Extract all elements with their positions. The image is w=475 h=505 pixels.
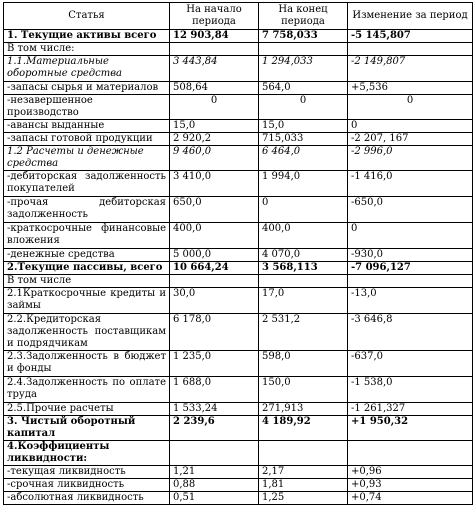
value-change [348,441,473,466]
value-period-end: 564,0 [259,82,348,95]
header-period-start: На начало периода [170,3,259,30]
table-row [4,262,473,275]
value-period-end: 0 [259,197,348,223]
value-period-start: 0,51 [170,492,259,505]
row-label: -дебиторская задолженность покупателей [4,171,170,197]
value-period-start: 12 903,84 [170,30,259,43]
value-change: -3 646,8 [348,314,473,351]
value-change: +1 950,32 [348,416,473,441]
row-label: В том числе [4,275,170,288]
table-row [4,56,473,82]
row-label: 1.2 Расчеты и денежные средства [4,146,170,171]
table-body [4,30,473,505]
value-period-start [170,275,259,288]
header-period-end: На конец периода [259,3,348,30]
table-row [4,197,473,223]
table-row [4,351,473,377]
value-period-end: 2,17 [259,466,348,479]
value-change: -650,0 [348,197,473,223]
value-change: +0,93 [348,479,473,492]
value-period-start: 3 410,0 [170,171,259,197]
row-label: -краткосрочные финансовые вложения [4,223,170,249]
table-row [4,492,473,505]
value-period-end: 4 070,0 [259,249,348,262]
value-change: +0,96 [348,466,473,479]
row-label: 1.1.Материальные оборотные средства [4,56,170,82]
value-change: +0,74 [348,492,473,505]
value-period-start: 2 920,2 [170,133,259,146]
value-period-start: 508,64 [170,82,259,95]
value-period-end: 598,0 [259,351,348,377]
header-period-change: Изменение за период [348,3,473,30]
value-change: -2 996,0 [348,146,473,171]
value-change: 0 [348,95,473,120]
table-row [4,403,473,416]
value-change: -5 145,807 [348,30,473,43]
value-period-end: 715,033 [259,133,348,146]
table-row [4,82,473,95]
row-label: 2.4.Задолженность по оплате труда [4,377,170,403]
value-change: -2 149,807 [348,56,473,82]
value-period-end: 6 464,0 [259,146,348,171]
table-row [4,288,473,314]
row-label: -денежные средства [4,249,170,262]
table-row [4,441,473,466]
value-change: 0 [348,223,473,249]
value-period-start: 5 000,0 [170,249,259,262]
value-period-start: 30,0 [170,288,259,314]
row-label: -текущая ликвидность [4,466,170,479]
working-capital-table [3,2,473,505]
row-label: В том числе: [4,43,170,56]
row-label: -абсолютная ликвидность [4,492,170,505]
value-period-end: 7 758,033 [259,30,348,43]
row-label: -авансы выданные [4,120,170,133]
row-label: 2.1Краткосрочные кредиты и займы [4,288,170,314]
value-period-end [259,275,348,288]
value-period-start: 15,0 [170,120,259,133]
table-row [4,377,473,403]
value-change: -7 096,127 [348,262,473,275]
table-row [4,133,473,146]
value-change [348,43,473,56]
header-row [4,3,473,30]
value-period-start [170,441,259,466]
table-row [4,95,473,120]
table-row [4,146,473,171]
table-row [4,223,473,249]
table-row [4,120,473,133]
value-period-start: 2 239,6 [170,416,259,441]
table-row [4,43,473,56]
value-period-start: 0 [170,95,259,120]
value-period-start: 1 533,24 [170,403,259,416]
row-label: -запасы готовой продукции [4,133,170,146]
table-row [4,479,473,492]
value-period-end: 15,0 [259,120,348,133]
row-label: -незавершенное производство [4,95,170,120]
value-period-end: 0 [259,95,348,120]
table-row [4,30,473,43]
row-label: -срочная ликвидность [4,479,170,492]
row-label: 1. Текущие активы всего [4,30,170,43]
value-change: -2 207, 167 [348,133,473,146]
value-change: -1 538,0 [348,377,473,403]
value-period-start: 1 688,0 [170,377,259,403]
header-item: Статья [4,3,170,30]
row-label: 4.Коэффициенты ликвидности: [4,441,170,466]
value-change: -930,0 [348,249,473,262]
row-label: 2.2.Кредиторская задолженность поставщикам и подрядчикам [4,314,170,351]
table-row [4,171,473,197]
row-label: 2.5.Прочие расчеты [4,403,170,416]
value-period-end [259,441,348,466]
table-row [4,466,473,479]
value-period-start: 10 664,24 [170,262,259,275]
value-period-start: 0,88 [170,479,259,492]
row-label: 3. Чистый оборотный капитал [4,416,170,441]
row-label: -запасы сырья и материалов [4,82,170,95]
value-period-end: 1,81 [259,479,348,492]
row-label: 2.3.Задолженность в бюджет и фонды [4,351,170,377]
row-label: 2.Текущие пассивы, всего [4,262,170,275]
value-period-start: 400,0 [170,223,259,249]
value-change: -1 416,0 [348,171,473,197]
value-change: 0 [348,120,473,133]
value-period-start: 9 460,0 [170,146,259,171]
value-period-end: 17,0 [259,288,348,314]
value-period-start: 6 178,0 [170,314,259,351]
table-row [4,416,473,441]
value-change: -637,0 [348,351,473,377]
row-label: -прочая дебиторская задолженность [4,197,170,223]
value-period-end: 400,0 [259,223,348,249]
table-row [4,314,473,351]
value-period-end: 150,0 [259,377,348,403]
value-change: -13,0 [348,288,473,314]
value-change [348,275,473,288]
value-period-end: 4 189,92 [259,416,348,441]
value-change: +5,536 [348,82,473,95]
value-change: -1 261,327 [348,403,473,416]
table-row [4,275,473,288]
value-period-start [170,43,259,56]
value-period-end: 1,25 [259,492,348,505]
value-period-end: 2 531,2 [259,314,348,351]
value-period-end [259,43,348,56]
value-period-start: 1 235,0 [170,351,259,377]
value-period-start: 1,21 [170,466,259,479]
value-period-end: 3 568,113 [259,262,348,275]
value-period-start: 650,0 [170,197,259,223]
table-row [4,249,473,262]
value-period-start: 3 443,84 [170,56,259,82]
value-period-end: 1 294,033 [259,56,348,82]
value-period-end: 271,913 [259,403,348,416]
value-period-end: 1 994,0 [259,171,348,197]
